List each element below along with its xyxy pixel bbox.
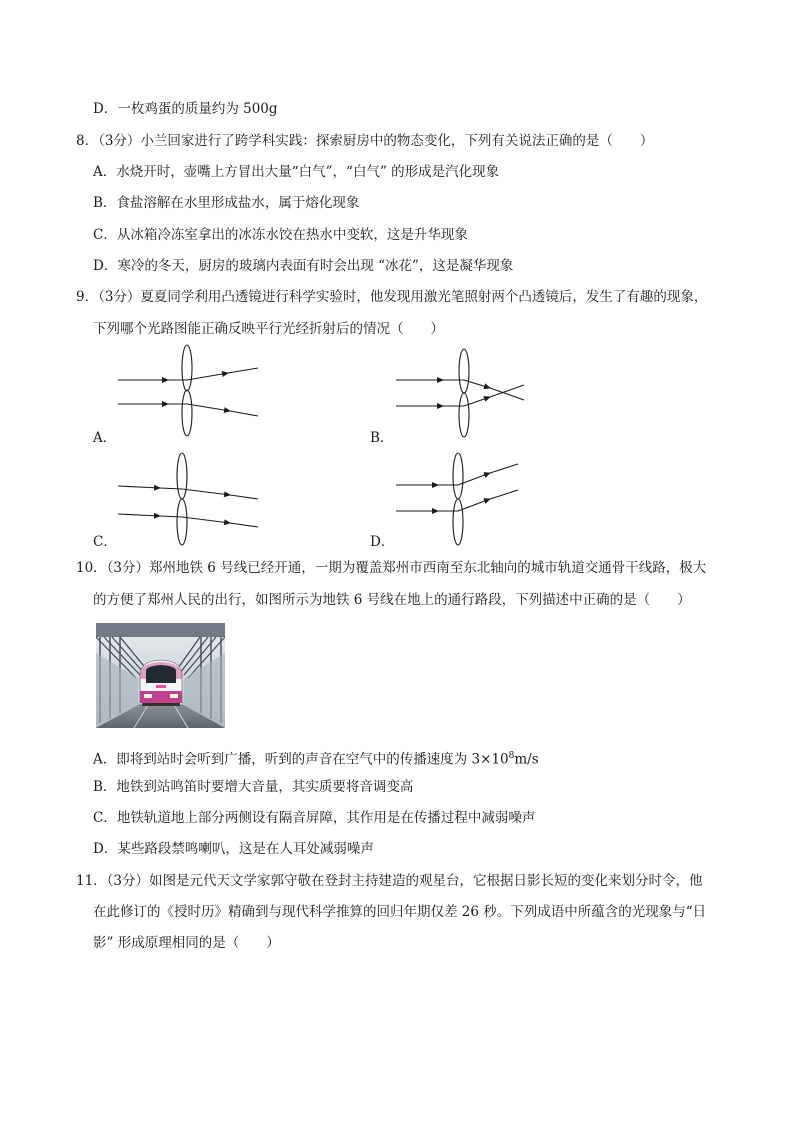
- diagram-b: [388, 349, 538, 439]
- diagram-a-label: A．: [93, 430, 117, 446]
- diagram-c-label: C．: [93, 534, 117, 550]
- diagram-d: [388, 453, 538, 548]
- q8-option-b: B．食盐溶解在水里形成盐水，属于熔化现象: [93, 195, 360, 211]
- q11-stem-line2: 在此修订的《授时历》精确到与现代科学推算的回归年期仅差 26 秒。下列成语中所蕴含的光现象与“日: [93, 904, 707, 920]
- q8-stem: 8．（3分）小兰回家进行了跨学科实践：探索厨房中的物态变化，下列有关说法正确的是（ ）: [76, 133, 654, 149]
- prev-option-d: D．一枚鸡蛋的质量约为 500g: [93, 101, 278, 117]
- q9-stem-line1: 9．（3分）夏夏同学利用凸透镜进行科学实验时，他发现用激光笔照射两个凸透镜后，发生了有趣的现象，: [76, 289, 708, 305]
- q10-option-a-unit: m/s: [514, 751, 539, 768]
- diagram-d-label: D．: [370, 534, 395, 550]
- q10-stem-line2: 的方便了郑州人民的出行，如图所示为地铁 6 号线在地上的通行路段，下列描述中正确的是（ ）: [93, 592, 691, 608]
- q9-stem-line2: 下列哪个光路图能正确反映平行光经折射后的情况（ ）: [93, 321, 444, 337]
- diagram-c: [110, 453, 270, 548]
- q11-stem-line3: 影” 形成原理相同的是（ ）: [93, 935, 280, 951]
- metro-train-photo: [96, 623, 225, 728]
- q10-option-d: D．某些路段禁鸣喇叭，这是在人耳处减弱噪声: [93, 841, 374, 857]
- q8-option-d: D．寒冷的冬天，厨房的玻璃内表面有时会出现 “冰花”，这是凝华现象: [93, 258, 514, 274]
- q10-option-b: B．地铁到站鸣笛时要增大音量，其实质要将音调变高: [93, 779, 414, 795]
- q8-option-a: A．水烧开时，壶嘴上方冒出大量“白气”，“白气” 的形成是汽化现象: [93, 164, 500, 180]
- q10-option-a-exponent: 8: [508, 751, 515, 761]
- q8-option-c: C．从冰箱冷冻室拿出的冰冻水饺在热水中变软，这是升华现象: [93, 227, 468, 243]
- q10-option-a: [93, 746, 539, 770]
- diagram-b-label: B．: [370, 430, 394, 446]
- diagram-a: [110, 345, 270, 440]
- q10-stem-line1: 10．（3分）郑州地铁 6 号线已经开通，一期为覆盖郑州市西南至东北轴向的城市轨道交通骨干线路，极大: [76, 560, 707, 576]
- q10-option-a-text: A．即将到站时会听到广播，听到的声音在空气中的传播速度为 3×10: [93, 751, 509, 768]
- q11-stem-line1: 11．（3分）如图是元代天文学家郭守敬在登封主持建造的观星台，它根据日影长短的变化来划分时令，他: [76, 873, 703, 889]
- q10-option-c: C．地铁轨道地上部分两侧设有隔音屏障，其作用是在传播过程中减弱噪声: [93, 810, 536, 826]
